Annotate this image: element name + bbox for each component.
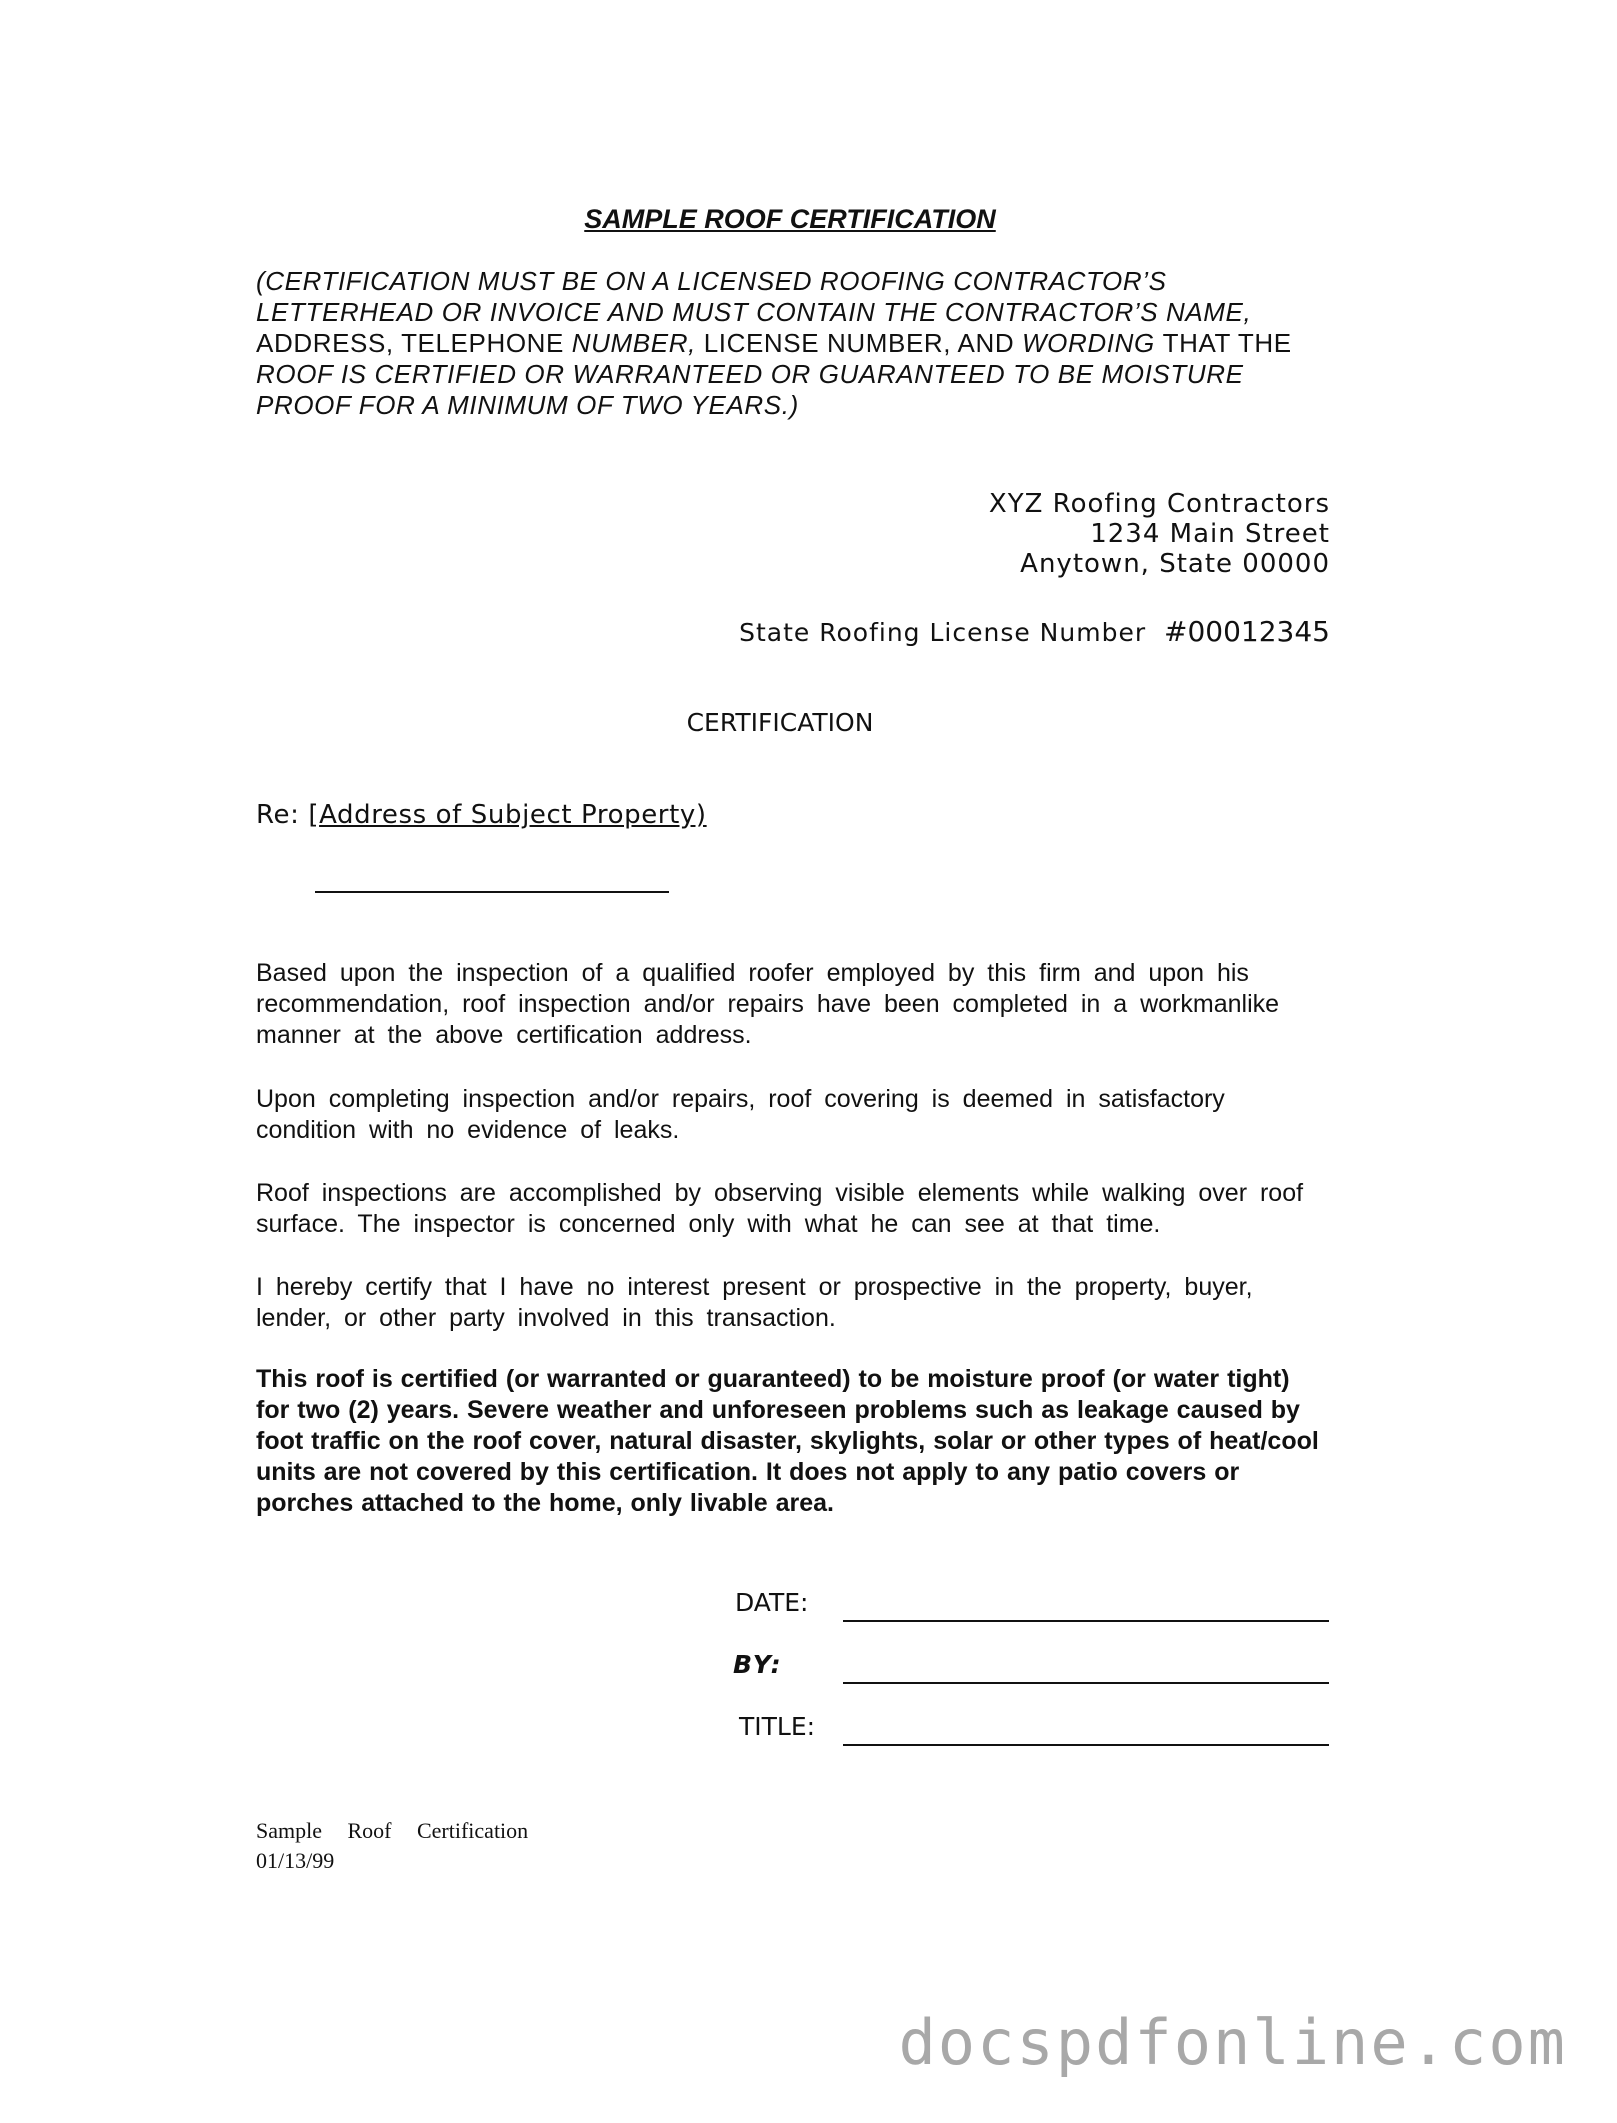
instructions-line-mixed: [256, 328, 1336, 359]
contractor-name: XYZ Roofing Contractors: [988, 489, 1330, 519]
document-title: SAMPLE ROOF CERTIFICATION: [584, 204, 996, 234]
signature-field-line[interactable]: [843, 1682, 1329, 1684]
contractor-street: 1234 Main Street: [1090, 519, 1330, 549]
title-label: TITLE:: [739, 1712, 816, 1741]
paragraph-interest: I hereby certify that I have no interest present or prospective in the property, buyer, lender, or other party involved in this transaction.: [256, 1273, 1253, 1332]
re-line: [256, 800, 707, 830]
re-prefix: Re: [: [256, 800, 320, 830]
instructions-line: (CERTIFICATION MUST BE ON A LICENSED ROOFING CONTRACTOR’S: [256, 266, 1167, 296]
watermark: docspdfonline.com: [898, 2006, 1567, 2079]
instructions-fragment: WORDING: [1022, 328, 1155, 358]
instructions-block: [256, 266, 1336, 421]
date-label: DATE:: [735, 1588, 809, 1617]
license-number: #00012345: [1164, 615, 1330, 648]
instructions-fragment: LICENSE NUMBER, AND: [703, 328, 1015, 358]
footer-date: 01/13/99: [256, 1848, 335, 1873]
paragraph-condition: Upon completing inspection and/or repairs, roof covering is deemed in satisfactory condition with no evidence of leaks.: [256, 1085, 1225, 1144]
instructions-line: PROOF FOR A MINIMUM OF TWO YEARS.): [256, 390, 799, 420]
instructions-fragment: ADDRESS, TELEPHONE: [256, 328, 564, 358]
date-field-line[interactable]: [843, 1620, 1329, 1622]
instructions-fragment: NUMBER,: [571, 328, 696, 358]
paragraph-warranty: This roof is certified (or warranted or guaranteed) to be moisture proof (or water tight) for two (2) years. Severe weather and unforeseen problems such as leakage caused by foot traffic on the roof cover, natural disaster, skylights, solar or other types of heat/cool units are not covered by this certification. It does not apply to any patio covers or porches attached to the home, only livable area.: [256, 1365, 1319, 1517]
contractor-state: State 00000: [1159, 549, 1330, 579]
by-label: BY:: [733, 1650, 783, 1679]
contractor-city: Anytown,: [1020, 549, 1150, 579]
certification-heading: CERTIFICATION: [686, 708, 874, 737]
instructions-fragment: THAT THE: [1162, 328, 1292, 358]
paragraph-inspection: Based upon the inspection of a qualified roofer employed by this firm and upon his recommendation, roof inspection and/or repairs have been completed in a workmanlike manner at the above certification address.: [256, 959, 1280, 1049]
address-blank-line: [315, 891, 669, 893]
instructions-line: ROOF IS CERTIFIED OR WARRANTEED OR GUARANTEED TO BE MOISTURE: [256, 359, 1244, 389]
footer: [256, 1816, 528, 1876]
paragraph-method: Roof inspections are accomplished by observing visible elements while walking over roof surface. The inspector is concerned only with what he can see at that time.: [256, 1179, 1304, 1238]
license-line: [739, 615, 1330, 648]
title-field-line[interactable]: [843, 1744, 1329, 1746]
instructions-line: LETTERHEAD OR INVOICE AND MUST CONTAIN THE CONTRACTOR’S NAME,: [256, 297, 1252, 327]
contractor-city-state: [989, 549, 1330, 579]
footer-doc-name: Sample Roof Certification: [256, 1818, 529, 1843]
license-label: State Roofing License Number: [739, 618, 1147, 647]
subject-property-address: Address of Subject Property): [319, 800, 707, 830]
contractor-address: [989, 489, 1330, 579]
